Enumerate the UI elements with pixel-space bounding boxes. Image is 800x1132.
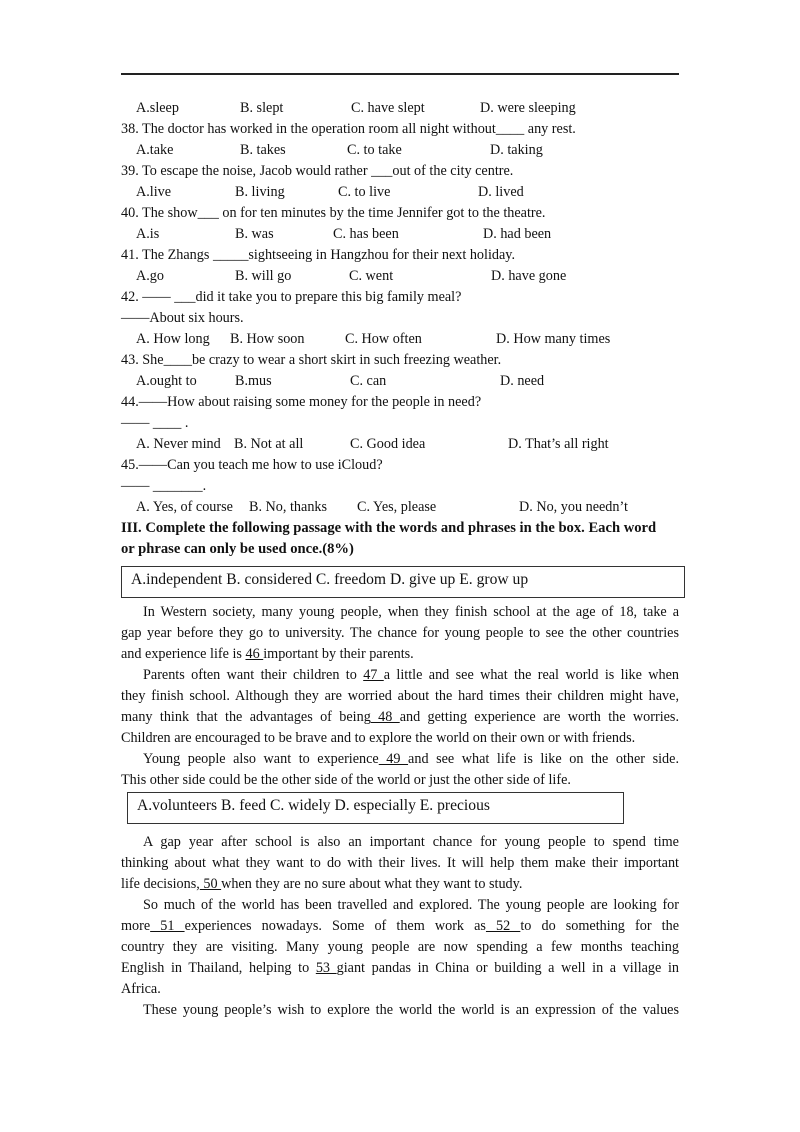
paragraph-line: English in Thailand, helping to 53 giant pandas in China or building a well in a village in — [121, 960, 679, 976]
option-a: A.live — [136, 184, 172, 200]
paragraph-line: A gap year after school is also an important chance for young people to spend time — [143, 834, 679, 850]
word-box-1 — [121, 566, 685, 598]
option-d: D. were sleeping — [480, 100, 576, 116]
question-45-stem: 45.——Can you teach me how to use iCloud? — [121, 457, 383, 473]
question-43-stem: 43. She____be crazy to wear a short skirt in such freezing weather. — [121, 352, 502, 368]
blank-47: 47 — [363, 667, 384, 683]
paragraph-line: country they are visiting. Many young people are now spending a few months teaching — [121, 939, 679, 955]
option-c: C. have slept — [351, 100, 425, 116]
option-a: A. Never mind — [136, 436, 221, 452]
option-a: A.sleep — [136, 100, 179, 116]
option-a: A.ought to — [136, 373, 197, 389]
word-box-1-text: A.independent B. considered C. freedom D. give up E. grow up — [131, 571, 529, 588]
question-45-reply: —— _______. — [121, 478, 207, 494]
option-b: B. How soon — [230, 331, 305, 347]
blank-52: 52 — [485, 918, 521, 934]
paragraph-line: and experience life is 46 important by their parents. — [121, 646, 414, 662]
option-d: D. have gone — [491, 268, 567, 284]
paragraph-line: many think that the advantages of being 48 and getting experience are worth the worries. — [121, 709, 680, 725]
blank-53: 53 — [315, 960, 337, 976]
option-c: C. went — [349, 268, 394, 284]
paragraph-line: gap year before they go to university. The chance for young people to see the other countries — [121, 625, 679, 641]
paragraph-line: Children are encouraged to be brave and to explore the world on their own or with friends. — [121, 730, 636, 746]
paragraph-line: more 51 experiences nowadays. Some of them work as 52 to do something for the — [121, 918, 679, 934]
option-c: C. to take — [347, 142, 402, 158]
paragraph-line: life decisions, 50 when they are no sure about what they want to study. — [121, 876, 523, 892]
option-c: C. Good idea — [350, 436, 426, 452]
section-heading-line-1: III. Complete the following passage with the words and phrases in the box. Each word — [121, 520, 657, 536]
question-39-stem: 39. To escape the noise, Jacob would rather ___out of the city centre. — [121, 163, 514, 179]
paragraph-line: thinking about what they want to do with their lives. It will help them make their important — [121, 855, 679, 871]
option-d: D. lived — [478, 184, 524, 200]
option-c: C. can — [350, 373, 387, 389]
question-42-reply: ——About six hours. — [121, 310, 244, 326]
paragraph-line: Young people also want to experience 49 and see what life is like on the other side. — [143, 751, 679, 767]
paragraph-line: Parents often want their children to 47 a little and see what the real world is like when — [143, 667, 680, 683]
option-b: B. No, thanks — [249, 499, 328, 515]
question-40-stem: 40. The show___ on for ten minutes by the time Jennifer got to the theatre. — [121, 205, 546, 221]
question-42-stem: 42. —— ___did it take you to prepare this big family meal? — [121, 289, 462, 305]
blank-46: 46 — [245, 646, 264, 662]
blank-51: 51 — [150, 918, 185, 934]
option-d: D. need — [500, 373, 545, 389]
option-d: D. No, you needn’t — [519, 499, 628, 515]
option-a: A.take — [136, 142, 174, 158]
option-b: B.mus — [235, 373, 272, 389]
option-b: B. slept — [240, 100, 284, 116]
option-b: B. was — [235, 226, 274, 242]
header-rule — [121, 73, 679, 75]
paragraph-line: So much of the world has been travelled and explored. The young people are looking for — [143, 897, 679, 913]
blank-49: 49 — [378, 751, 409, 767]
paragraph-line: This other side could be the other side of the world or just the other side of life. — [121, 772, 571, 788]
option-c: C. Yes, please — [357, 499, 437, 515]
option-c: C. How often — [345, 331, 422, 347]
option-d: D. had been — [483, 226, 552, 242]
paragraph-line: These young people’s wish to explore the world the world is an expression of the values — [143, 1002, 679, 1018]
question-38-stem: 38. The doctor has worked in the operation room all night without____ any rest. — [121, 121, 576, 137]
question-41-stem: 41. The Zhangs _____sightseeing in Hangzhou for their next holiday. — [121, 247, 516, 263]
option-a: A.is — [136, 226, 160, 242]
option-b: B. will go — [235, 268, 292, 284]
option-d: D. taking — [490, 142, 543, 158]
option-d: D. That’s all right — [508, 436, 609, 452]
option-c: C. to live — [338, 184, 391, 200]
question-44-reply: —— ____ . — [121, 415, 189, 431]
word-box-2 — [127, 792, 624, 824]
blank-48: 48 — [370, 709, 400, 725]
paragraph-line: Africa. — [121, 981, 161, 997]
option-a: A.go — [136, 268, 164, 284]
paragraph-line: they finish school. Although they are worried about the hard times their children might have, — [121, 688, 679, 704]
blank-50: 50 — [199, 876, 222, 892]
section-heading-line-2: or phrase can only be used once.(8%) — [121, 541, 354, 557]
option-b: B. living — [235, 184, 285, 200]
option-b: B. Not at all — [234, 436, 304, 452]
option-b: B. takes — [240, 142, 286, 158]
question-44-stem: 44.——How about raising some money for the people in need? — [121, 394, 482, 410]
option-d: D. How many times — [496, 331, 611, 347]
word-box-2-text: A.volunteers B. feed C. widely D. especially E. precious — [137, 797, 490, 814]
paragraph-line: In Western society, many young people, when they finish school at the age of 18, take a — [143, 604, 679, 620]
option-a: A. Yes, of course — [136, 499, 233, 515]
option-a: A. How long — [136, 331, 210, 347]
option-c: C. has been — [333, 226, 399, 242]
